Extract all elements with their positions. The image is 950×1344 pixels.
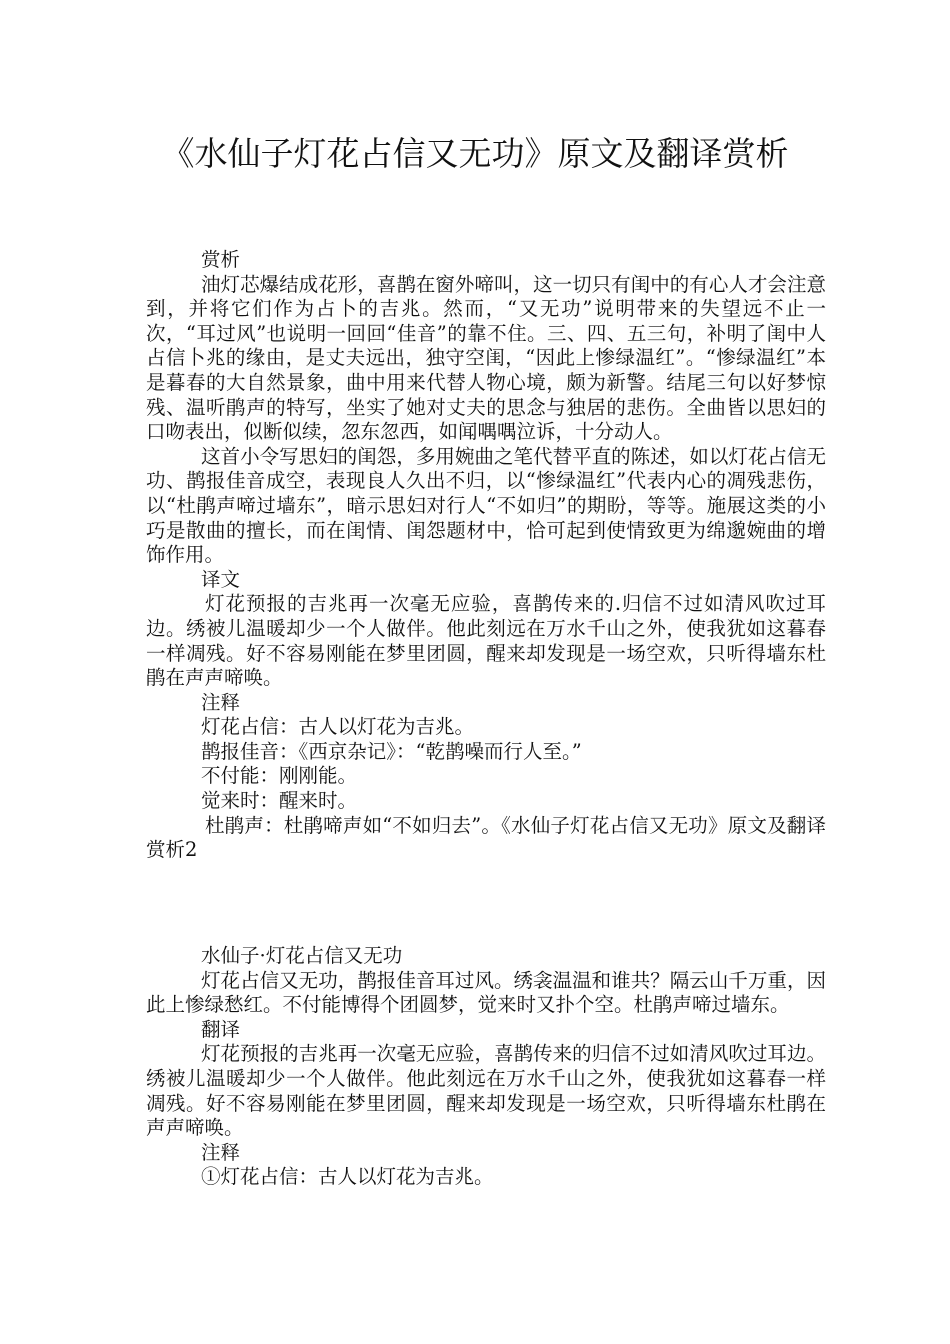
note-item-2: ①灯花占信：古人以灯花为吉兆。 bbox=[201, 1165, 494, 1189]
note-item: 不付能：刚刚能。 bbox=[201, 764, 358, 788]
note-item: 鹊报佳音：《西京杂记》：“乾鹊噪而行人至。” bbox=[201, 739, 582, 763]
heading-notes-2: 注释 bbox=[201, 1140, 241, 1164]
heading-translation: 译文 bbox=[201, 567, 241, 591]
section-poem bbox=[146, 944, 826, 1190]
poem-text: 灯花占信又无功，鹊报佳音耳过风。绣衾温温和谁共？隔云山千万重，因此上惨绿愁红。不付能博得个团圆梦，觉来时又扑个空。杜鹃声啼过墙东。 bbox=[146, 968, 826, 1017]
page-title: 《水仙子灯花占信又无功》原文及翻译赏析 bbox=[161, 134, 789, 173]
heading-notes: 注释 bbox=[201, 690, 241, 714]
note-item-last: 杜鹃声：杜鹃啼声如“不如归去”。《水仙子灯花占信又无功》原文及翻译赏析2 bbox=[146, 813, 826, 862]
appreciation-paragraph-1: 油灯芯爆结成花形，喜鹊在窗外啼叫，这一切只有闺中的有心人才会注意到，并将它们作为占卜的吉兆。然而，“又无功”说明带来的失望远不止一次，“耳过风”也说明一回回“佳音”的靠不住。三、四、五三句，补明了闺中人占信卜兆的缘由，是丈夫远出，独守空闺，“因此上惨绿温红”。“惨绿温红”本是暮春的大自然景象，曲中用来代替人物心境，颇为新警。结尾三句以好梦惊残、温听鹃声的特写，坐实了她对丈夫的思念与独居的悲伤。全曲皆以思妇的口吻表出，似断似续，忽东忽西，如闻喁喁泣诉，十分动人。 bbox=[146, 272, 826, 444]
heading-translation-2: 翻译 bbox=[201, 1017, 241, 1041]
poem-title: 水仙子·灯花占信又无功 bbox=[201, 944, 403, 967]
note-item: 灯花占信：古人以灯花为吉兆。 bbox=[201, 715, 475, 739]
translation-paragraph-2: 灯花预报的吉兆再一次毫无应验，喜鹊传来的归信不过如清风吹过耳边。绣被儿温暖却少一个人做伴。他此刻远在万水千山之外，使我犹如这暮春一样凋残。好不容易刚能在梦里团圆，醒来却发现是一场空欢，只听得墙东杜鹃在声声啼唤。 bbox=[146, 1042, 826, 1140]
section-appreciation bbox=[146, 248, 826, 863]
note-item: 觉来时：醒来时。 bbox=[201, 789, 358, 813]
heading-appreciation: 赏析 bbox=[201, 248, 241, 271]
appreciation-paragraph-2: 这首小令写思妇的闺怨，多用婉曲之笔代替平直的陈述，如以灯花占信无功、鹊报佳音成空，表现良人久出不归，以“惨绿温红”代表内心的凋残悲伤，以“杜鹃声啼过墙东”，暗示思妇对行人“不如归”的期盼，等等。施展这类的小巧是散曲的擅长，而在闺情、闺怨题材中，恰可起到使情致更为绵邈婉曲的增饰作用。 bbox=[146, 444, 826, 567]
translation-paragraph: 灯花预报的吉兆再一次毫无应验，喜鹊传来的.归信不过如清风吹过耳边。绣被儿温暖却少一个人做伴。他此刻远在万水千山之外，使我犹如这暮春一样凋残。好不容易刚能在梦里团圆，醒来却发现是一场空欢，只听得墙东杜鹃在声声啼唤。 bbox=[146, 592, 826, 690]
